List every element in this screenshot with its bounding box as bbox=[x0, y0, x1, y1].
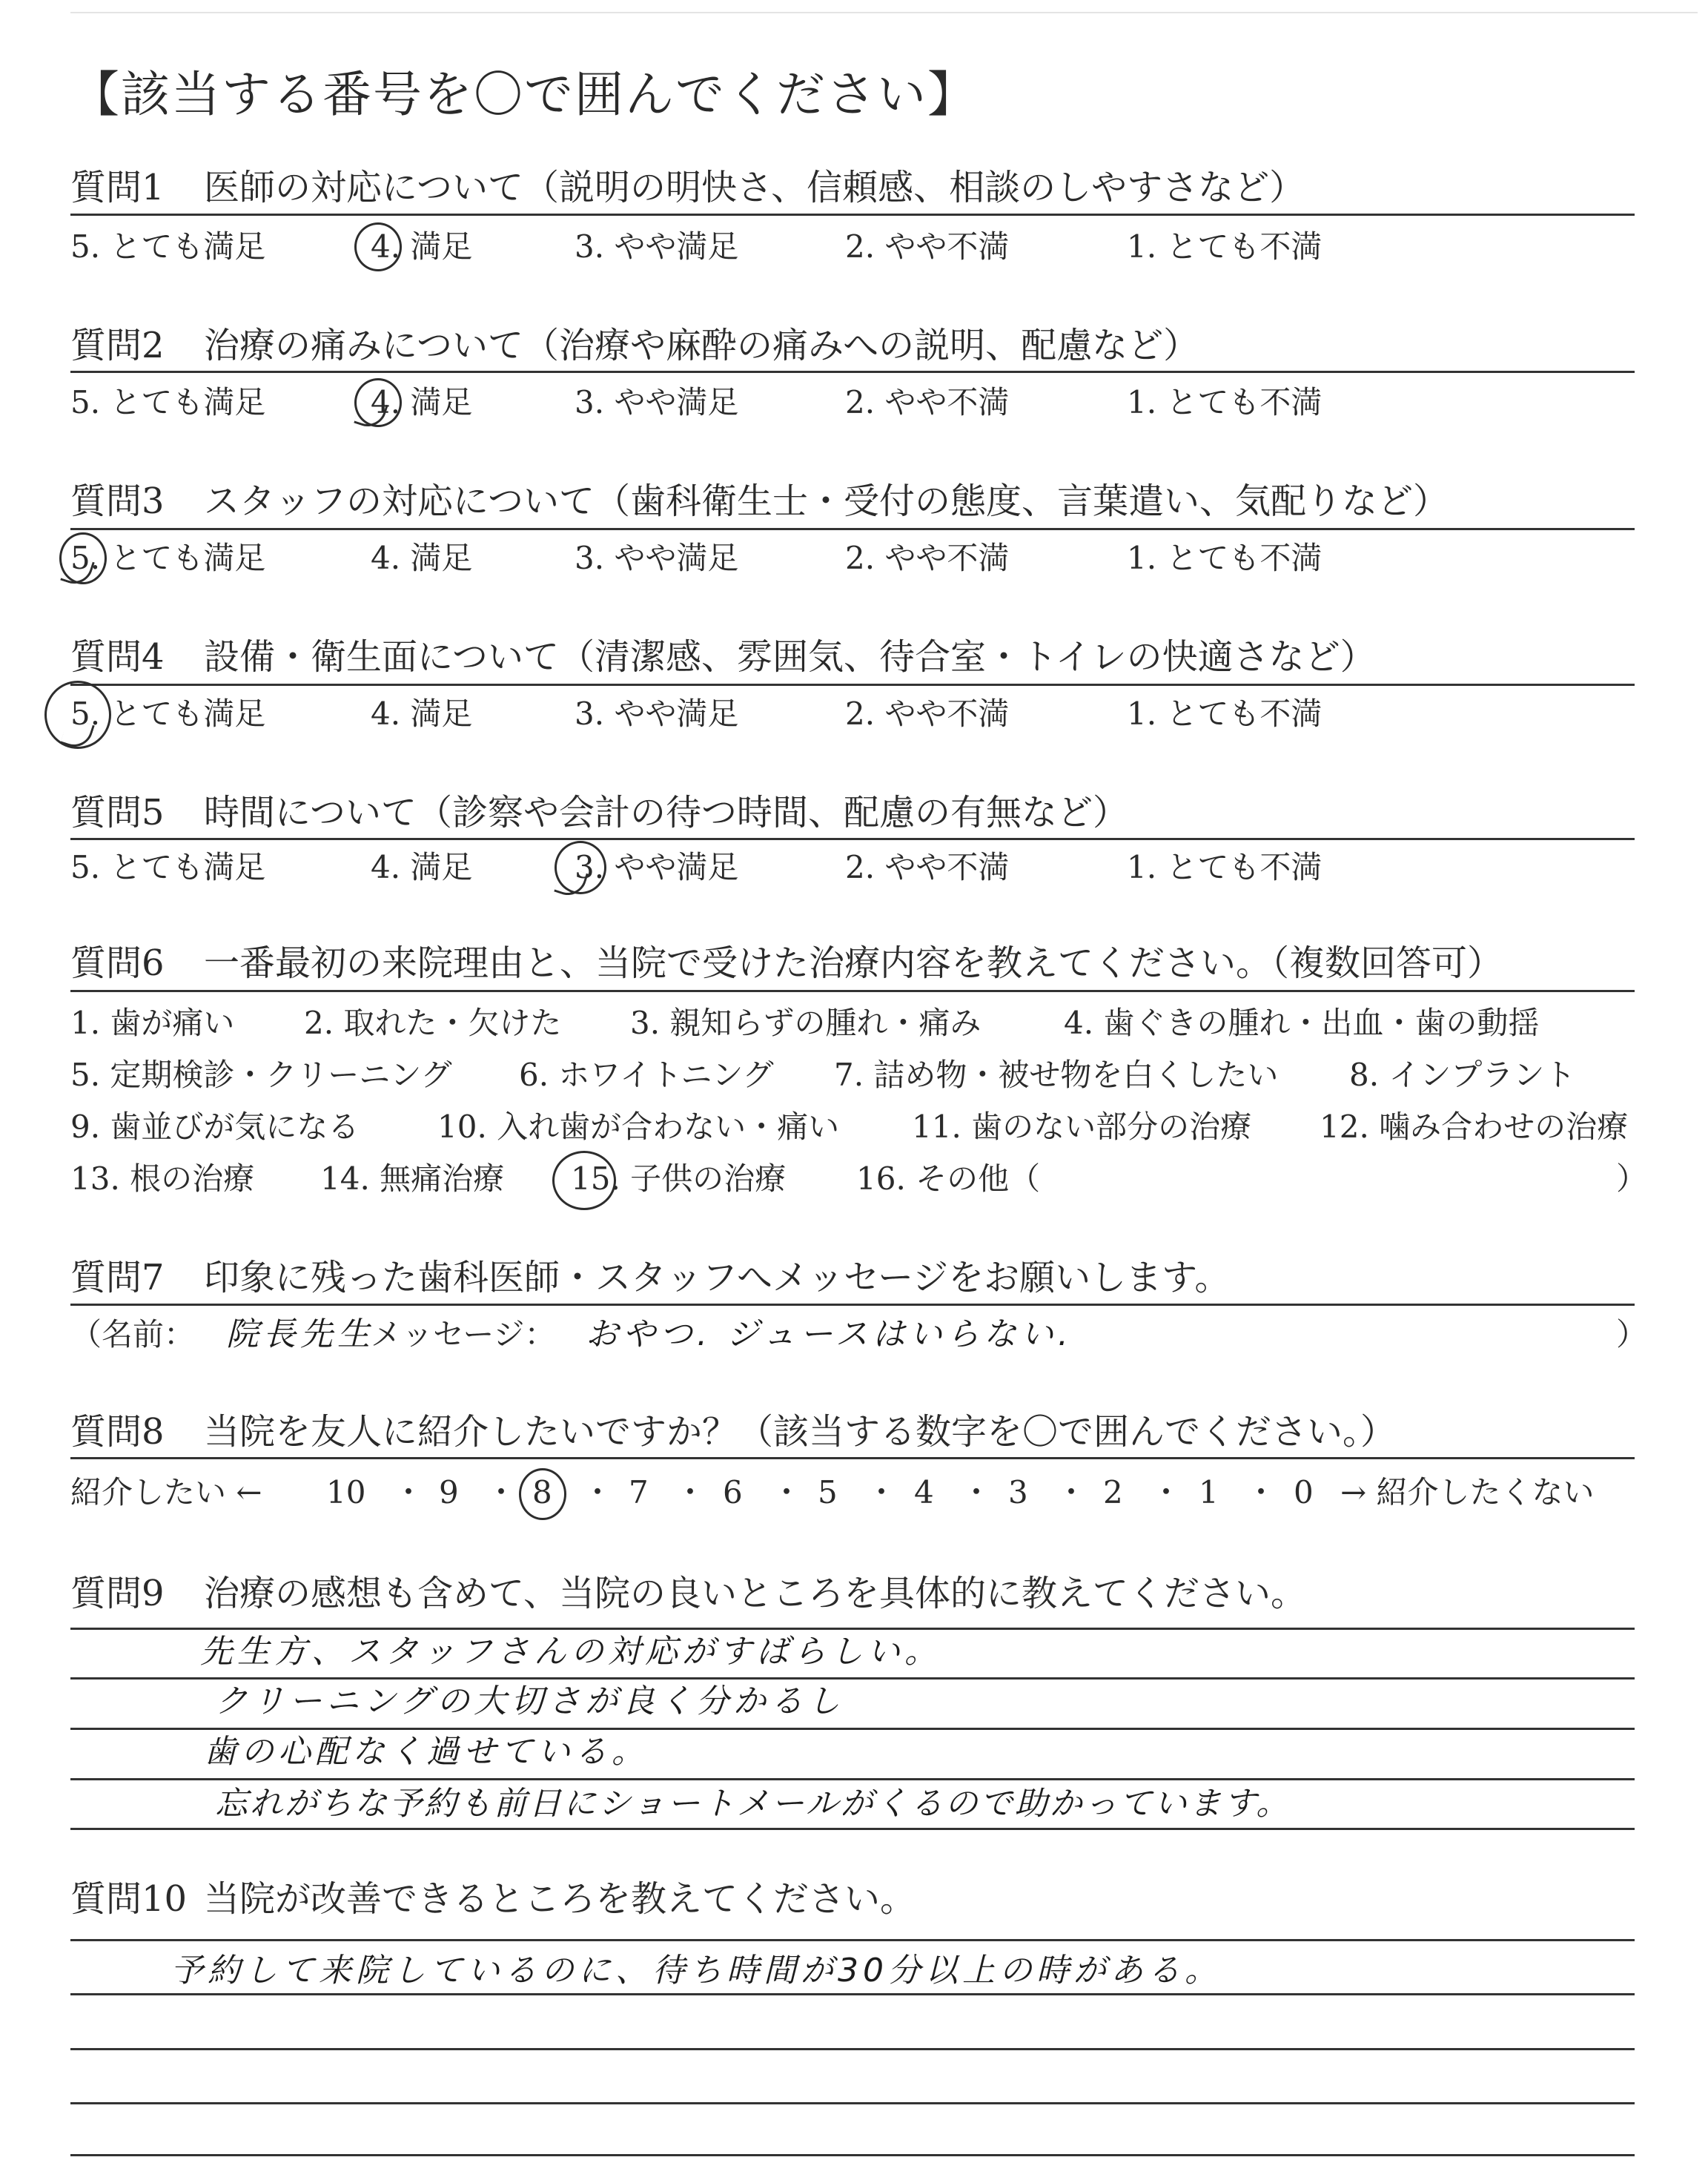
q8-separator: ・ bbox=[393, 1474, 425, 1510]
question-number: 質問5 bbox=[70, 792, 165, 833]
q10-line-2 bbox=[70, 1993, 1635, 1995]
q8-score-3[interactable]: 3 bbox=[1008, 1474, 1028, 1510]
question-3 bbox=[70, 478, 1449, 524]
question-5 bbox=[70, 790, 1128, 836]
question-text: 設備・衛生面について（清潔感、雰囲気、待合室・トイレの快適さなど） bbox=[204, 636, 1376, 678]
q8-score-6[interactable]: 6 bbox=[723, 1474, 743, 1510]
page-title: 【該当する番号を〇で囲んでください】 bbox=[70, 66, 978, 123]
q6-option-14[interactable]: 14. 無痛治療 bbox=[320, 1160, 505, 1197]
q8-score-1[interactable]: 1 bbox=[1199, 1474, 1219, 1510]
q7-name-value[interactable]: 院長先生 bbox=[226, 1315, 374, 1353]
q6-option-13[interactable]: 13. 根の治療 bbox=[70, 1160, 255, 1197]
q8-separator: ・ bbox=[1245, 1474, 1277, 1510]
q8-score-8[interactable]: 8 bbox=[532, 1474, 552, 1510]
q5-option-4[interactable]: 4. 満足 bbox=[371, 849, 473, 885]
q8-score-2[interactable]: 2 bbox=[1103, 1474, 1123, 1510]
question-text: 印象に残った歯科医師・スタッフへメッセージをお願いします。 bbox=[204, 1257, 1231, 1298]
q6-option-6[interactable]: 6. ホワイトニング bbox=[519, 1057, 774, 1093]
q8-separator: ・ bbox=[961, 1474, 993, 1510]
q6-option-10[interactable]: 10. 入れ歯が合わない・痛い bbox=[437, 1109, 840, 1145]
question-text: 当院を友人に紹介したいですか？（該当する数字を〇で囲んでください。） bbox=[204, 1411, 1397, 1453]
q6-option-11[interactable]: 11. 歯のない部分の治療 bbox=[912, 1109, 1252, 1145]
question-4 bbox=[70, 634, 1376, 680]
question-text: 一番最初の来院理由と、当院で受けた治療内容を教えてください。（複数回答可） bbox=[204, 942, 1503, 984]
q9-answer-line[interactable]: 忘れがちな予約も前日にショートメールがくるので助かっています。 bbox=[215, 1785, 1291, 1823]
question-number: 質問3 bbox=[70, 480, 165, 522]
q2-option-1[interactable]: 1. とても不満 bbox=[1127, 384, 1323, 420]
question-1 bbox=[70, 165, 1305, 211]
question-text: 時間について（診察や会計の待つ時間、配慮の有無など） bbox=[204, 792, 1129, 833]
question-1-rule bbox=[70, 214, 1635, 216]
question-number: 質問2 bbox=[70, 325, 165, 366]
q8-score-5[interactable]: 5 bbox=[818, 1474, 838, 1510]
question-text: スタッフの対応について（歯科衛生士・受付の態度、言葉遣い、気配りなど） bbox=[204, 480, 1449, 522]
question-text: 治療の感想も含めて、当院の良いところを具体的に教えてください。 bbox=[204, 1573, 1307, 1614]
q8-separator: ・ bbox=[582, 1474, 614, 1510]
question-number: 質問8 bbox=[70, 1411, 165, 1453]
q6-other-close: ） bbox=[1616, 1160, 1648, 1197]
q6-option-5[interactable]: 5. 定期検診・クリーニング bbox=[70, 1057, 452, 1093]
q10-line-4 bbox=[70, 2102, 1635, 2104]
q1-option-3[interactable]: 3. やや満足 bbox=[575, 228, 739, 265]
q9-answer-line[interactable]: 歯の心配なく過せている。 bbox=[204, 1733, 649, 1771]
q8-separator: ・ bbox=[675, 1474, 706, 1510]
q3-option-2[interactable]: 2. やや不満 bbox=[845, 540, 1010, 576]
q3-option-1[interactable]: 1. とても不満 bbox=[1127, 540, 1323, 576]
q1-selection-circle bbox=[354, 222, 402, 271]
q8-separator: ・ bbox=[486, 1474, 517, 1510]
q1-option-1[interactable]: 1. とても不満 bbox=[1127, 228, 1323, 265]
q8-right-label: → 紹介したくない bbox=[1340, 1474, 1595, 1510]
q4-option-1[interactable]: 1. とても不満 bbox=[1127, 696, 1323, 732]
question-2-rule bbox=[70, 371, 1635, 373]
q2-option-2[interactable]: 2. やや不満 bbox=[845, 384, 1010, 420]
q1-option-5[interactable]: 5. とても満足 bbox=[70, 228, 266, 265]
q1-option-2[interactable]: 2. やや不満 bbox=[845, 228, 1010, 265]
question-7-rule bbox=[70, 1304, 1635, 1306]
q6-option-15[interactable]: 15. 子供の治療 bbox=[571, 1160, 787, 1197]
q4-option-3[interactable]: 3. やや満足 bbox=[575, 696, 739, 732]
question-number: 質問10 bbox=[70, 1878, 188, 1920]
q3-option-5[interactable]: 5. とても満足 bbox=[70, 540, 266, 576]
q6-option-16[interactable]: 16. その他（ bbox=[856, 1160, 1041, 1197]
question-number: 質問1 bbox=[70, 167, 165, 208]
question-text: 治療の痛みについて（治療や麻酔の痛みへの説明、配慮など） bbox=[204, 325, 1199, 366]
q5-option-3[interactable]: 3. やや満足 bbox=[575, 849, 739, 885]
question-8 bbox=[70, 1409, 1396, 1455]
q9-line-5 bbox=[70, 1828, 1635, 1830]
q8-score-10[interactable]: 10 bbox=[326, 1474, 366, 1510]
q6-option-3[interactable]: 3. 親知らずの腫れ・痛み bbox=[630, 1005, 982, 1041]
q9-line-4 bbox=[70, 1778, 1635, 1780]
q5-option-5[interactable]: 5. とても満足 bbox=[70, 849, 266, 885]
q7-close: ） bbox=[1616, 1316, 1648, 1353]
question-9 bbox=[70, 1571, 1306, 1616]
q2-option-3[interactable]: 3. やや満足 bbox=[575, 384, 739, 420]
question-4-rule bbox=[70, 684, 1635, 686]
q7-message-value[interactable]: おやつ. ジュースはいらない. bbox=[586, 1315, 1073, 1353]
q6-option-4[interactable]: 4. 歯ぐきの腫れ・出血・歯の動揺 bbox=[1064, 1005, 1540, 1041]
q2-option-5[interactable]: 5. とても満足 bbox=[70, 384, 266, 420]
q8-separator: ・ bbox=[866, 1474, 898, 1510]
question-5-rule bbox=[70, 838, 1635, 840]
q2-option-4[interactable]: 4. 満足 bbox=[371, 384, 473, 420]
q6-option-1[interactable]: 1. 歯が痛い bbox=[70, 1005, 235, 1041]
q8-left-label: 紹介したい ← bbox=[70, 1474, 262, 1510]
question-text: 医師の対応について（説明の明快さ、信頼感、相談のしやすさなど） bbox=[204, 167, 1305, 208]
q8-score-4[interactable]: 4 bbox=[914, 1474, 934, 1510]
q5-option-2[interactable]: 2. やや不満 bbox=[845, 849, 1010, 885]
question-number: 質問9 bbox=[70, 1573, 165, 1614]
q10-line-3 bbox=[70, 2048, 1635, 2050]
question-2 bbox=[70, 323, 1199, 369]
q10-line-1 bbox=[70, 1939, 1635, 1941]
question-number: 質問7 bbox=[70, 1257, 165, 1298]
q6-option-7[interactable]: 7. 詰め物・被せ物を白くしたい bbox=[834, 1057, 1279, 1093]
q7-name-label: （名前： bbox=[70, 1316, 196, 1353]
q6-option-8[interactable]: 8. インプラント bbox=[1349, 1057, 1576, 1093]
q7-message-label: メッセージ： bbox=[371, 1316, 556, 1353]
q6-selection-circle bbox=[552, 1151, 616, 1210]
q8-score-9[interactable]: 9 bbox=[439, 1474, 459, 1510]
q9-answer-line[interactable]: クリーニングの大切さが良く分かるし bbox=[215, 1682, 845, 1720]
question-7 bbox=[70, 1255, 1230, 1301]
q8-selection-circle bbox=[519, 1468, 566, 1520]
q10-answer-line[interactable]: 予約して来院しているのに、待ち時間が30分以上の時がある。 bbox=[171, 1952, 1222, 1989]
q3-option-3[interactable]: 3. やや満足 bbox=[575, 540, 739, 576]
question-6 bbox=[70, 940, 1503, 986]
question-6-rule bbox=[70, 990, 1635, 992]
q4-option-4[interactable]: 4. 満足 bbox=[371, 696, 473, 732]
q8-score-0[interactable]: 0 bbox=[1294, 1474, 1314, 1510]
q9-answer-line[interactable]: 先生方、スタッフさんの対応がすばらしい。 bbox=[200, 1633, 941, 1671]
q5-option-1[interactable]: 1. とても不満 bbox=[1127, 849, 1323, 885]
question-8-rule bbox=[70, 1457, 1635, 1459]
q4-option-5[interactable]: 5. とても満足 bbox=[70, 696, 266, 732]
q6-option-12[interactable]: 12. 噛み合わせの治療 bbox=[1320, 1109, 1629, 1145]
q4-option-2[interactable]: 2. やや不満 bbox=[845, 696, 1010, 732]
q8-separator: ・ bbox=[1151, 1474, 1182, 1510]
question-10 bbox=[70, 1876, 916, 1922]
q10-line-5 bbox=[70, 2154, 1635, 2156]
top-divider bbox=[70, 12, 1698, 13]
question-text: 当院が改善できるところを教えてください。 bbox=[204, 1878, 916, 1920]
q8-separator: ・ bbox=[1056, 1474, 1088, 1510]
q8-separator: ・ bbox=[771, 1474, 803, 1510]
question-number: 質問4 bbox=[70, 636, 165, 678]
q1-option-4[interactable]: 4. 満足 bbox=[371, 228, 473, 265]
q3-option-4[interactable]: 4. 満足 bbox=[371, 540, 473, 576]
question-3-rule bbox=[70, 528, 1635, 530]
q6-option-9[interactable]: 9. 歯並びが気になる bbox=[70, 1109, 360, 1145]
question-number: 質問6 bbox=[70, 942, 165, 984]
q6-option-2[interactable]: 2. 取れた・欠けた bbox=[304, 1005, 562, 1041]
q8-score-7[interactable]: 7 bbox=[629, 1474, 649, 1510]
